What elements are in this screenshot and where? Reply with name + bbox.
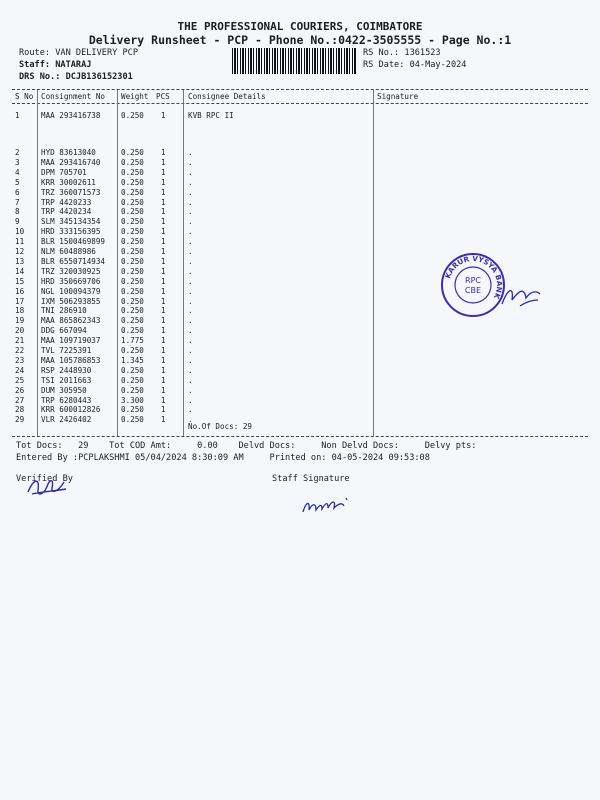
row-consignment: TRP 6280443 (41, 395, 92, 405)
row-details: KVB RPC II (188, 111, 234, 120)
drs-number: DRS No.: DCJB136152301 (19, 72, 133, 82)
row-pcs: 1 (161, 237, 166, 247)
row-details: . (188, 365, 193, 375)
row-details: . (188, 296, 193, 306)
row-weight: 0.250 (121, 326, 144, 336)
row-details: . (188, 247, 193, 256)
stamp-line1: RPC (465, 276, 481, 285)
row-pcs: 1 (161, 227, 166, 237)
bank-stamp (440, 252, 506, 318)
row-sno: 4 (15, 167, 20, 177)
row-pcs: 1 (161, 177, 166, 187)
row-weight: 1.345 (121, 355, 144, 365)
row-pcs: 1 (161, 405, 166, 415)
row-sno: 25 (15, 375, 25, 385)
row-details: . (188, 346, 193, 355)
runsheet-title: Delivery Runsheet - PCP - Phone No.:0422-3505555 - Page No.:1 (88, 33, 512, 47)
row-pcs: 1 (161, 375, 166, 385)
row-weight: 0.250 (121, 187, 144, 197)
row-details: . (188, 415, 193, 425)
row-details: . (188, 405, 193, 415)
row-details: . (188, 276, 193, 286)
row-weight: 0.250 (121, 385, 144, 395)
row-consignment: MAA 293416738 (41, 111, 101, 120)
row-details: . (188, 266, 193, 276)
row-consignment: TNI 286910 (41, 306, 87, 316)
row-weight: 1.775 (121, 336, 144, 346)
row-weight: 3.300 (121, 395, 144, 405)
row-consignment: DPM 705701 (41, 167, 87, 177)
row-weight: 0.250 (121, 148, 144, 157)
row-pcs: 1 (161, 346, 166, 355)
row-sno: 26 (15, 385, 25, 395)
row-details: . (188, 167, 193, 177)
row-sno: 24 (15, 365, 25, 375)
row-pcs: 1 (161, 395, 166, 405)
stamp-line2: CBE (464, 286, 482, 295)
row-pcs: 1 (161, 197, 166, 207)
col-header-weight: Weight (121, 92, 149, 101)
row-pcs: 1 (161, 286, 166, 296)
verified-by-label: Verified By (16, 474, 73, 484)
row-consignment: TRZ 360071573 (41, 187, 101, 197)
row-weight: 0.250 (121, 286, 144, 296)
company-name: THE PROFESSIONAL COURIERS, COIMBATORE (177, 20, 423, 33)
row-pcs: 1 (161, 415, 166, 425)
row-pcs: 1 (161, 256, 166, 266)
row-consignment: DDG 667094 (41, 326, 87, 336)
row-sno: 21 (15, 336, 25, 346)
row-consignment: HRD 333156395 (41, 227, 101, 237)
col-header-consignment: Consignment No (41, 92, 106, 101)
row-details: . (188, 207, 193, 217)
row-weight: 0.250 (121, 306, 144, 316)
row-sno: 16 (15, 286, 25, 296)
row-sno: 10 (15, 227, 25, 237)
row-consignment: RSP 2448930 (41, 365, 92, 375)
staff-signature (300, 494, 358, 518)
row-sno: 9 (15, 217, 20, 227)
no-of-docs: No.Of Docs: 29 (188, 422, 253, 431)
table-top-rule (12, 89, 588, 90)
row-sno: 8 (15, 207, 20, 217)
row-consignment: HYD 83613040 (41, 148, 96, 157)
route-label: Route: VAN DELIVERY PCP (19, 48, 138, 58)
row-pcs: 1 (161, 306, 166, 316)
row-details: . (188, 385, 193, 395)
col-header-pcs: PCS (156, 92, 170, 101)
row-weight: 0.250 (121, 405, 144, 415)
verifier-signature (24, 474, 70, 500)
col-header-details: Consignee Details (188, 92, 266, 101)
row-pcs: 1 (161, 207, 166, 217)
row-weight: 0.250 (121, 256, 144, 266)
row-sno: 17 (15, 296, 25, 306)
row-details: . (188, 256, 193, 266)
row-pcs: 1 (161, 296, 166, 306)
row-sno: 14 (15, 266, 25, 276)
svg-text:KARUR VYSYA BANK: KARUR VYSYA BANK (443, 253, 505, 301)
row-pcs: 1 (161, 167, 166, 177)
row-details: . (188, 286, 193, 296)
row-sno: 27 (15, 395, 25, 405)
row-weight: 0.250 (121, 217, 144, 227)
row-consignment: MAA 109719037 (41, 336, 101, 346)
row-sno: 28 (15, 405, 25, 415)
row-weight: 0.250 (121, 197, 144, 207)
header-rule (12, 103, 588, 104)
row-weight: 0.250 (121, 157, 144, 167)
row-details: . (188, 148, 193, 157)
row-sno: 22 (15, 346, 25, 355)
row-weight: 0.250 (121, 316, 144, 326)
row-consignment: TVL 7225391 (41, 346, 92, 355)
row-details: . (188, 375, 193, 385)
footer-rule (12, 436, 588, 437)
row-pcs: 1 (161, 385, 166, 395)
row-weight: 0.250 (121, 415, 144, 425)
row-details: . (188, 237, 193, 247)
row-consignment: MAA 865862343 (41, 316, 101, 326)
row-pcs: 1 (161, 157, 166, 167)
stamp-initials (500, 282, 544, 312)
row-weight: 0.250 (121, 237, 144, 247)
row-consignment: NLM 60488986 (41, 247, 96, 256)
row-consignment: BLR 6550714934 (41, 256, 106, 266)
row-weight: 0.250 (121, 167, 144, 177)
row-sno: 6 (15, 187, 20, 197)
col-header-sno: S No (15, 92, 34, 101)
row-pcs: 1 (161, 326, 166, 336)
row-sno: 20 (15, 326, 25, 336)
row-sno: 15 (15, 276, 25, 286)
row-details: . (188, 316, 193, 326)
row-pcs: 1 (161, 148, 166, 157)
row-consignment: VLR 2426402 (41, 415, 92, 425)
row-pcs: 1 (161, 365, 166, 375)
row-sno: 5 (15, 177, 20, 187)
row-weight: 0.250 (121, 276, 144, 286)
row-consignment: HRD 350669706 (41, 276, 101, 286)
rs-number: RS No.: 1361523 (363, 48, 441, 58)
row-details: . (188, 177, 193, 187)
row-pcs: 1 (161, 217, 166, 227)
row-consignment: KRR 600012826 (41, 405, 101, 415)
row-weight: 0.250 (121, 346, 144, 355)
row-details: . (188, 227, 193, 237)
row-sno: 2 (15, 148, 20, 157)
row-pcs: 1 (161, 336, 166, 346)
row-weight: 0.250 (121, 111, 144, 120)
row-weight: 0.250 (121, 375, 144, 385)
row-weight: 0.250 (121, 365, 144, 375)
row-weight: 0.250 (121, 177, 144, 187)
staff-label: Staff: NATARAJ (19, 60, 92, 70)
totals-line: Tot Docs: 29 Tot COD Amt: 0.00 Delvd Docs: Non Delvd Docs: Delvy pts: (16, 441, 477, 451)
row-details: . (188, 187, 193, 197)
row-pcs: 1 (161, 247, 166, 256)
row-sno: 1 (15, 111, 20, 120)
row-consignment: TSI 2011663 (41, 375, 92, 385)
row-consignment: BLR 1500469899 (41, 237, 106, 247)
barcode (232, 48, 356, 74)
row-consignment: KRR 30002611 (41, 177, 96, 187)
rs-date: RS Date: 04-May-2024 (363, 60, 467, 70)
row-details: . (188, 306, 193, 316)
row-sno: 11 (15, 237, 25, 247)
row-consignment: SLM 345134354 (41, 217, 101, 227)
row-weight: 0.250 (121, 247, 144, 256)
row-sno: 18 (15, 306, 25, 316)
row-sno: 19 (15, 316, 25, 326)
row-consignment: TRP 4420233 (41, 197, 92, 207)
row-sno: 23 (15, 355, 25, 365)
row-details: . (188, 157, 193, 167)
row-details: . (188, 395, 193, 405)
row-consignment: DUM 305950 (41, 385, 87, 395)
row-consignment: MAA 105786853 (41, 355, 101, 365)
row-details: . (188, 326, 193, 336)
row-consignment: TRP 4420234 (41, 207, 92, 217)
staff-signature-label: Staff Signature (272, 474, 350, 484)
row-sno: 7 (15, 197, 20, 207)
row-pcs: 1 (161, 266, 166, 276)
row-details: . (188, 217, 193, 227)
row-consignment: MAA 293416740 (41, 157, 101, 167)
row-pcs: 1 (161, 276, 166, 286)
row-weight: 0.250 (121, 227, 144, 237)
row-sno: 29 (15, 415, 25, 425)
entered-by-line: Entered By :PCPLAKSHMI 05/04/2024 8:30:09 AM Printed on: 04-05-2024 09:53:08 (16, 453, 430, 463)
row-pcs: 1 (161, 187, 166, 197)
row-weight: 0.250 (121, 207, 144, 217)
col-divider (37, 90, 38, 436)
row-weight: 0.250 (121, 296, 144, 306)
row-sno: 13 (15, 256, 25, 266)
row-consignment: IXM 506293855 (41, 296, 101, 306)
row-details: . (188, 355, 193, 365)
col-divider (183, 90, 184, 436)
row-consignment: NGL 100094379 (41, 286, 101, 296)
row-details: . (188, 336, 193, 346)
col-divider (117, 90, 118, 436)
row-sno: 12 (15, 247, 25, 256)
row-pcs: 1 (161, 355, 166, 365)
row-details: . (188, 197, 193, 207)
col-divider (373, 90, 374, 436)
row-sno: 3 (15, 157, 20, 167)
col-header-signature: Signature (377, 92, 419, 101)
row-pcs: 1 (161, 316, 166, 326)
row-pcs: 1 (161, 111, 166, 120)
row-weight: 0.250 (121, 266, 144, 276)
row-consignment: TRZ 320030925 (41, 266, 101, 276)
